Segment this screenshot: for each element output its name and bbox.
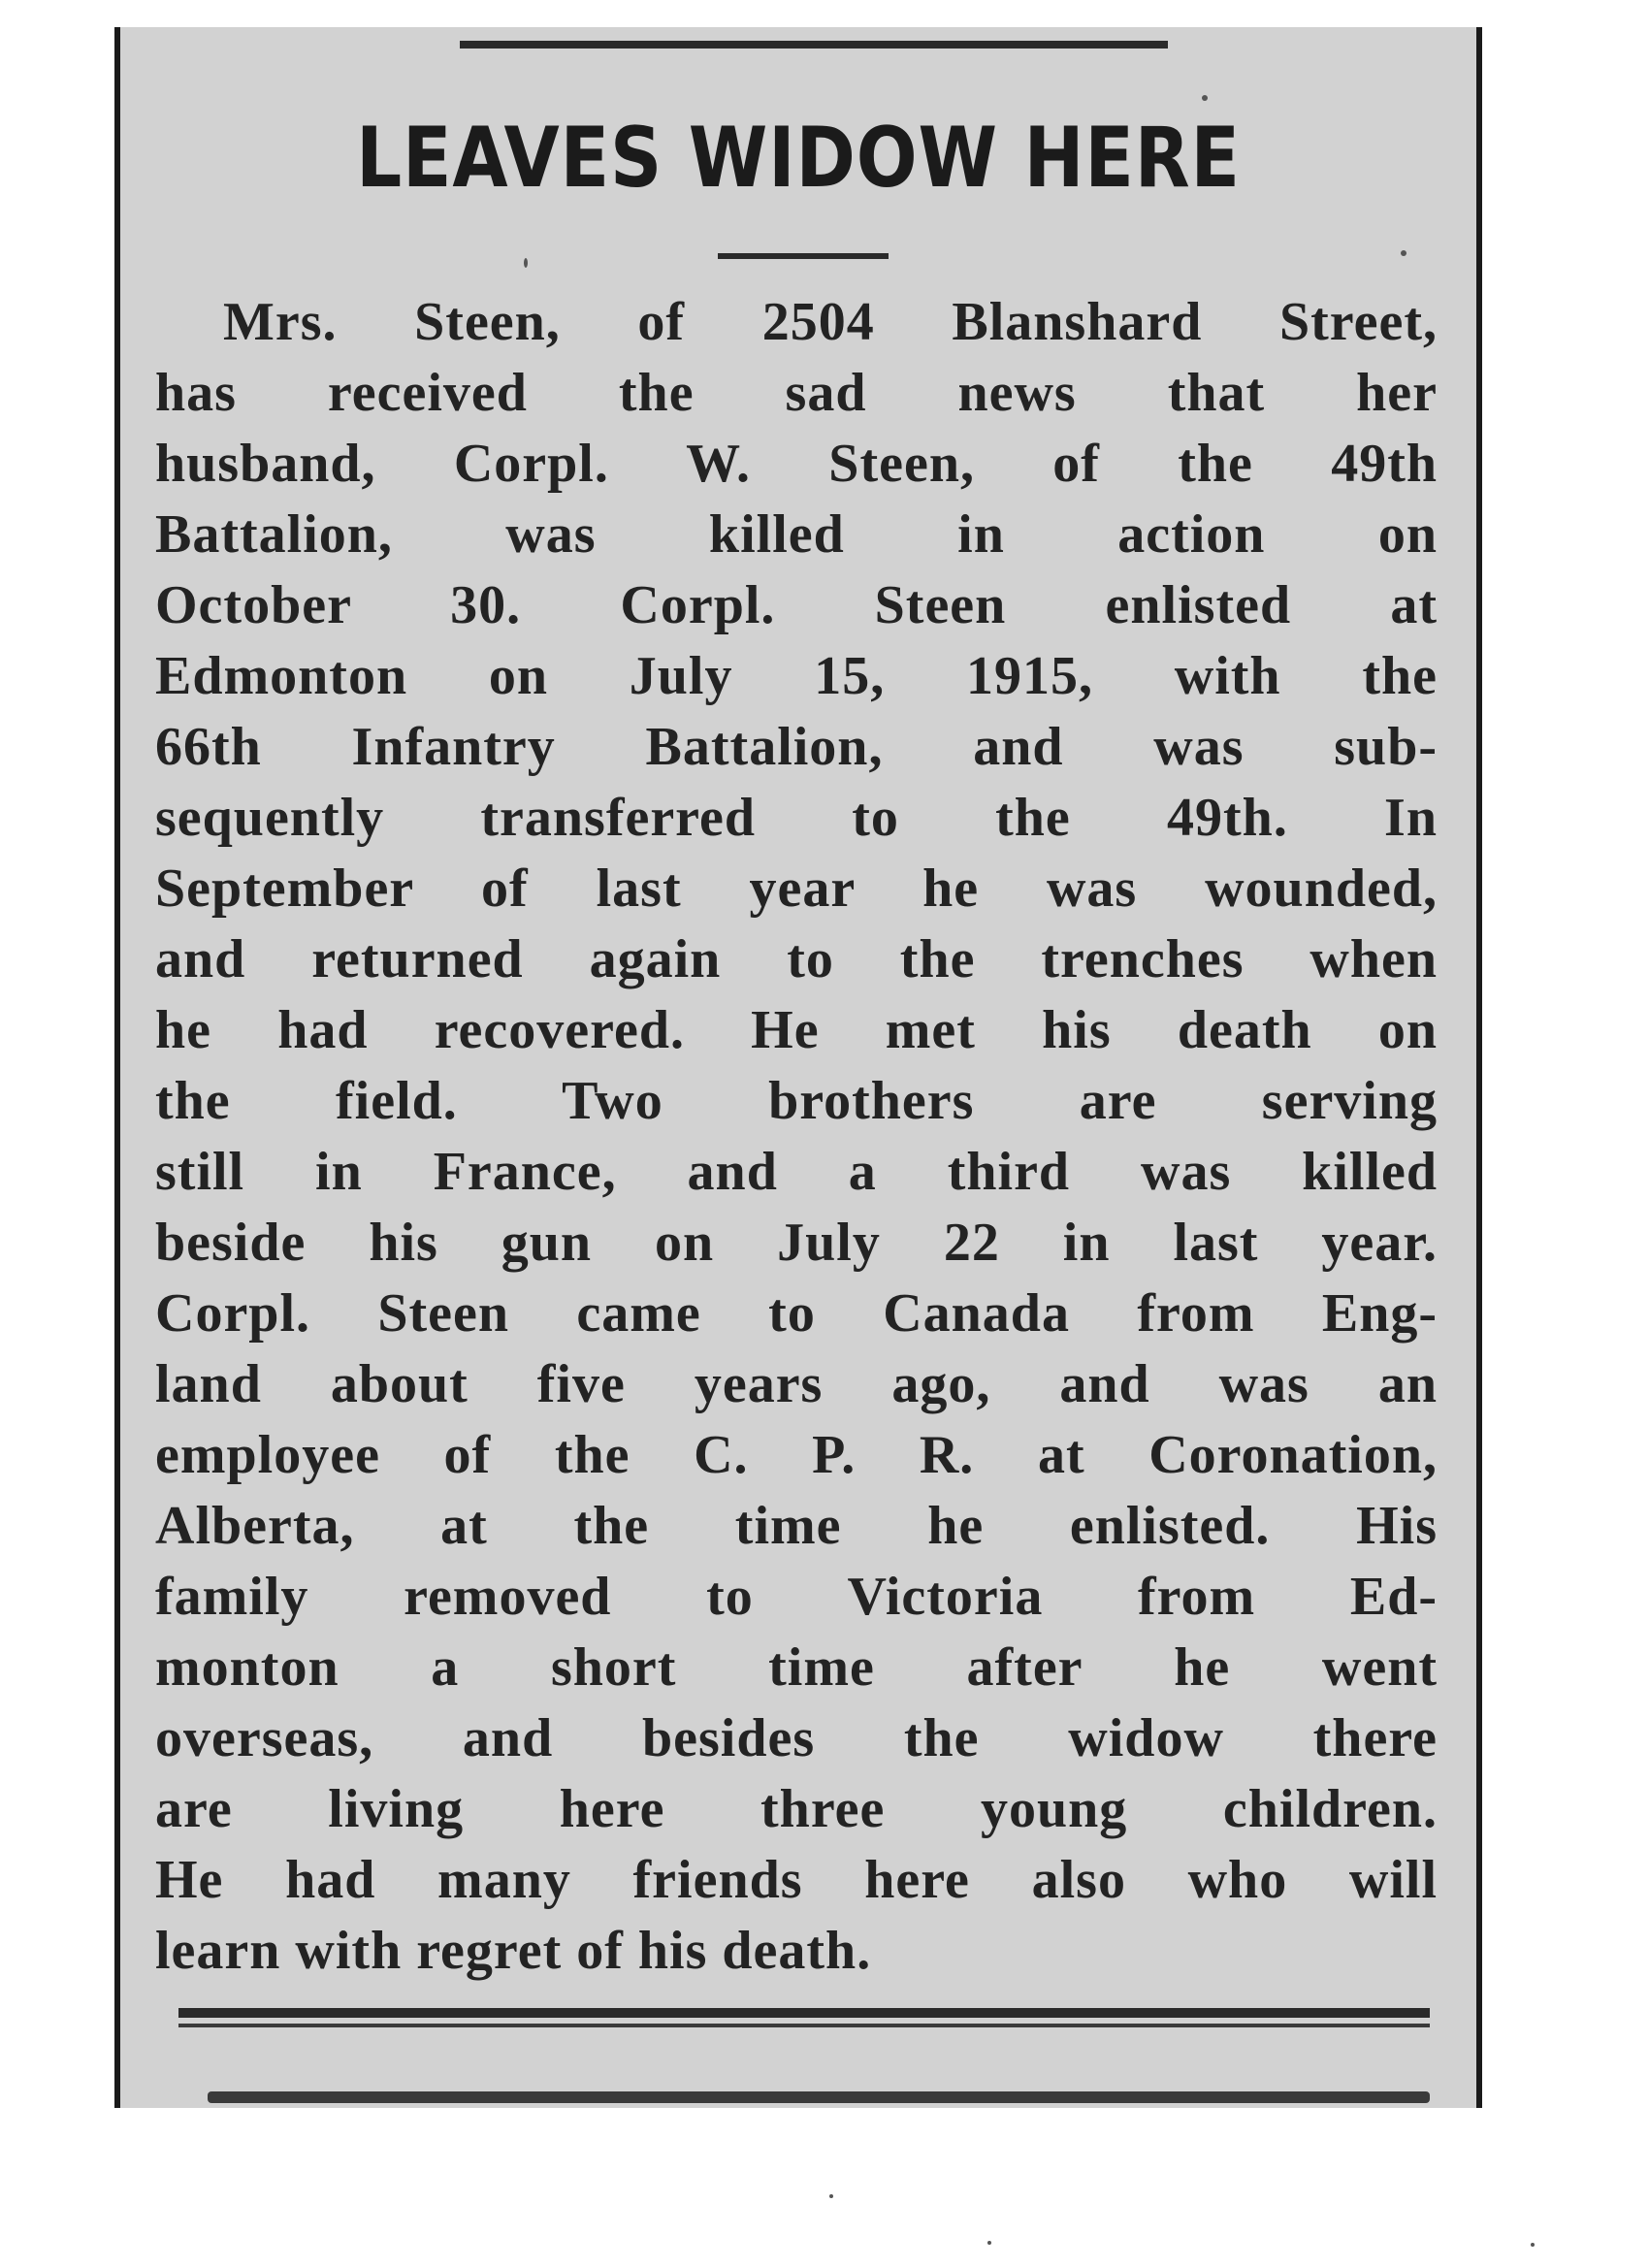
article-line: Mrs. Steen, of 2504 Blanshard Street, xyxy=(223,292,1438,352)
article-line: learn with regret of his death. xyxy=(155,1921,872,1981)
print-speck xyxy=(524,258,528,268)
top-rule xyxy=(460,41,1168,49)
article-line: Battalion, was killed in action on xyxy=(155,504,1438,565)
article-body xyxy=(155,287,1438,1987)
newspaper-clipping xyxy=(114,27,1482,2108)
article-line: still in France, and a third was killed xyxy=(155,1142,1438,1202)
article-line: He had many friends here also who will xyxy=(155,1850,1438,1910)
article-line: and returned again to the trenches when xyxy=(155,929,1438,989)
article-line: employee of the C. P. R. at Coronation, xyxy=(155,1425,1438,1485)
headline: LEAVES WIDOW HERE xyxy=(356,110,1241,207)
article-line: September of last year he was wounded, xyxy=(155,859,1438,919)
print-speck xyxy=(829,2194,833,2198)
article-line: 66th Infantry Battalion, and was sub- xyxy=(155,717,1438,777)
print-speck xyxy=(1401,250,1406,256)
article-line: land about five years ago, and was an xyxy=(155,1354,1438,1414)
article-line: Corpl. Steen came to Canada from Eng- xyxy=(155,1283,1438,1344)
print-speck xyxy=(1202,95,1208,101)
bottom-rule-thin xyxy=(178,2024,1430,2027)
article-line: October 30. Corpl. Steen enlisted at xyxy=(155,575,1438,635)
next-article-edge xyxy=(208,2091,1430,2103)
article-line: are living here three young children. xyxy=(155,1779,1438,1839)
article-line: has received the sad news that her xyxy=(155,363,1438,423)
article-line: the field. Two brothers are serving xyxy=(155,1071,1438,1131)
article-line: Alberta, at the time he enlisted. His xyxy=(155,1496,1438,1556)
article-line: husband, Corpl. W. Steen, of the 49th xyxy=(155,434,1438,494)
article-line: sequently transferred to the 49th. In xyxy=(155,788,1438,848)
bottom-rule xyxy=(178,2008,1430,2018)
print-speck xyxy=(987,2241,991,2245)
article-line: family removed to Victoria from Ed- xyxy=(155,1567,1438,1627)
print-speck xyxy=(1531,2243,1535,2247)
article-line: he had recovered. He met his death on xyxy=(155,1000,1438,1060)
article-line: beside his gun on July 22 in last year. xyxy=(155,1213,1438,1273)
article-line: monton a short time after he went xyxy=(155,1637,1438,1698)
headline-divider xyxy=(718,253,889,259)
article-line: overseas, and besides the widow there xyxy=(155,1708,1438,1768)
article-line: Edmonton on July 15, 1915, with the xyxy=(155,646,1438,706)
